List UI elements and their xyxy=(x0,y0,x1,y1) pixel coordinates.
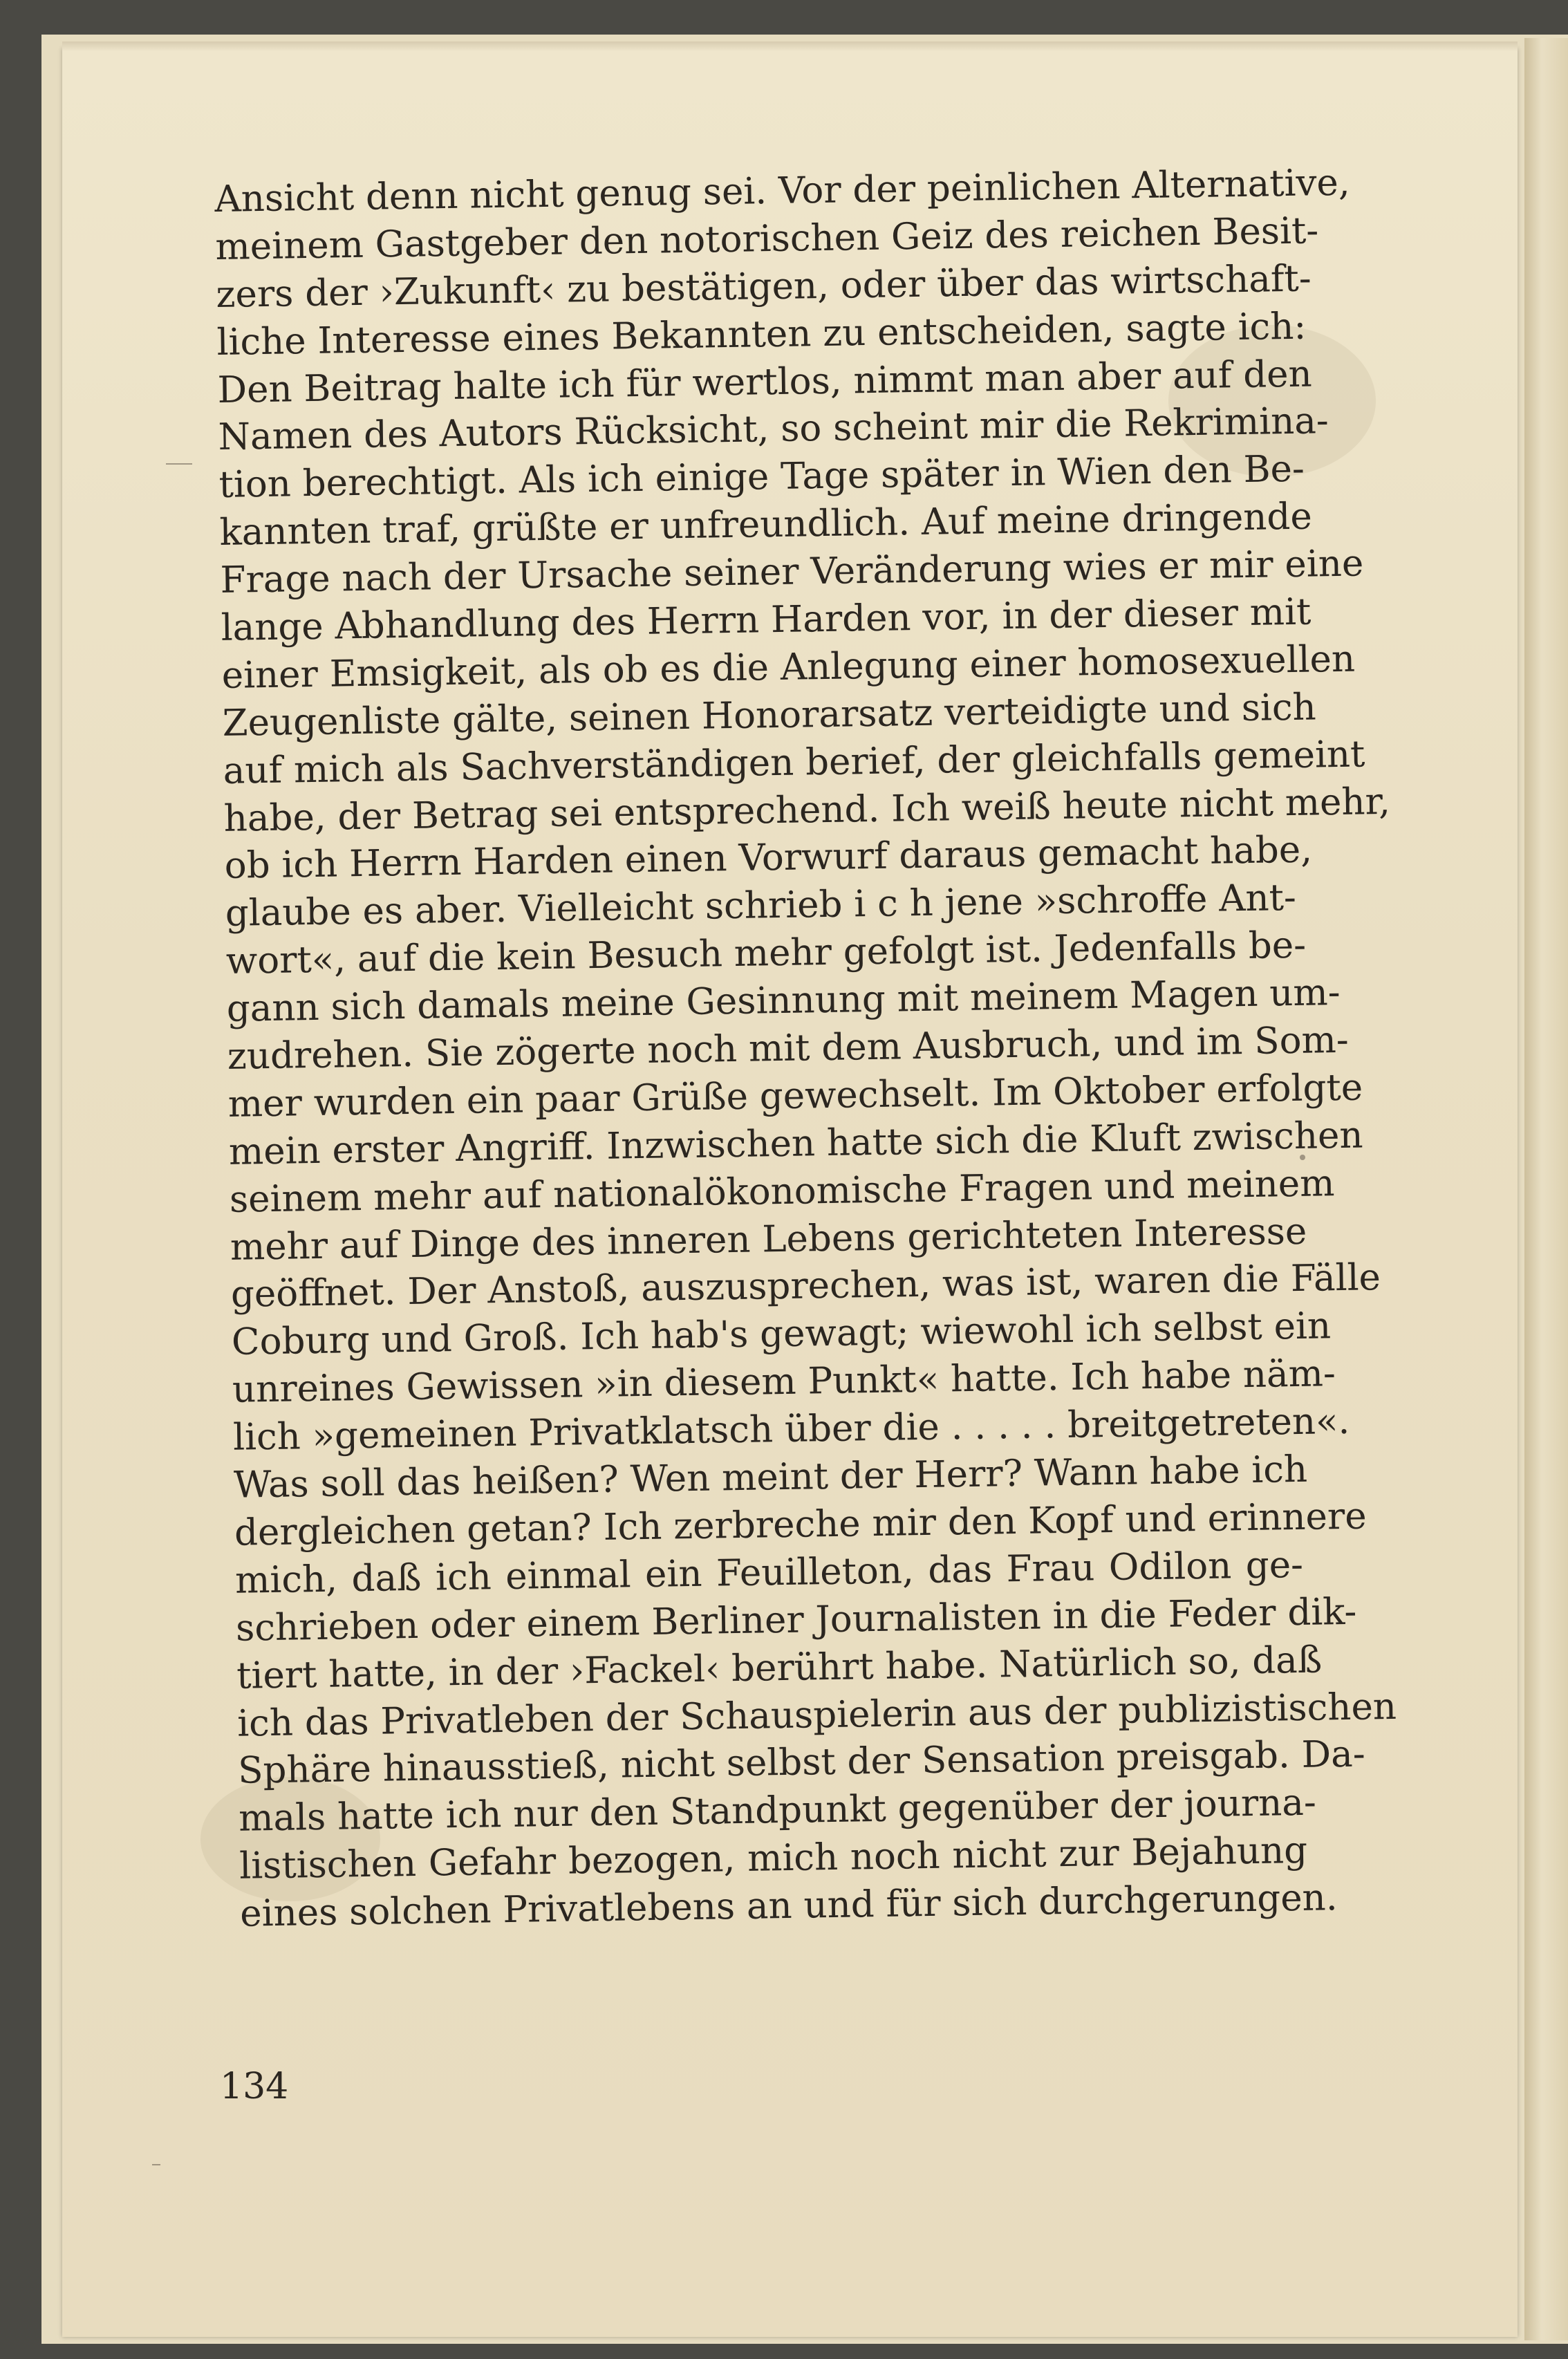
page-top-edge xyxy=(62,41,1518,51)
text-line: glaube es aber. Vielleicht schrieb i c h jene »schroffe Ant- xyxy=(225,877,1297,935)
text-line: meinem Gastgeber den notorischen Geiz des reichen Besit- xyxy=(215,209,1319,268)
text-line: zers der ›Zukunft‹ zu bestätigen, oder über das wirtschaft- xyxy=(216,257,1312,316)
text-line: schrieben oder einem Berliner Journalisten in die Feder dik- xyxy=(235,1590,1357,1650)
text-line: mich, daß ich einmal ein Feuilleton, das Frau Odilon ge- xyxy=(234,1543,1304,1602)
text-line: mehr auf Dinge des inneren Lebens gerichteten Interesse xyxy=(230,1210,1307,1269)
text-line: Sphäre hinausstieß, nicht selbst der Sensation preisgab. Da- xyxy=(237,1733,1366,1793)
text-line: zudrehen. Sie zögerte noch mit dem Ausbruch, und im Som- xyxy=(227,1018,1350,1078)
text-line: habe, der Betrag sei entsprechend. Ich weiß heute nicht mehr, xyxy=(223,780,1391,840)
page-number: 134 xyxy=(220,2066,289,2107)
text-line: Zeugenliste gälte, seinen Honorarsatz verteidigte und sich xyxy=(222,686,1317,745)
text-line: lich »gemeinen Privatklatsch über die . . . . . breitgetreten«. xyxy=(232,1399,1350,1459)
right-page-edge xyxy=(1524,38,1568,2340)
text-line: eines solchen Privatlebens an und für sich durchgerungen. xyxy=(239,1876,1338,1935)
text-line: Ansicht denn nicht genug sei. Vor der peinlichen Alternative, xyxy=(214,161,1351,221)
text-line: Was soll das heißen? Wen meint der Herr? Wann habe ich xyxy=(233,1448,1308,1507)
text-line: unreines Gewissen »in diesem Punkt« hatte. Ich habe näm- xyxy=(232,1352,1336,1412)
margin-mark xyxy=(166,463,192,465)
text-line: auf mich als Sachverständigen berief, der gleichfalls gemeint xyxy=(223,733,1365,792)
text-line: wort«, auf die kein Besuch mehr gefolgt ist. Jedenfalls be- xyxy=(225,924,1307,983)
text-line: listischen Gefahr bezogen, mich noch nicht zur Bejahung xyxy=(239,1829,1308,1887)
margin-mark xyxy=(152,2164,160,2165)
text-line: seinem mehr auf nationalökonomische Fragen und meinem xyxy=(229,1162,1335,1221)
text-line: liche Interesse eines Bekannten zu entscheiden, sagte ich: xyxy=(216,305,1307,364)
text-line: tion berechtigt. Als ich einige Tage später in Wien den Be- xyxy=(218,448,1305,507)
text-line: einer Emsigkeit, als ob es die Anlegung einer homosexuellen xyxy=(221,637,1356,697)
text-line: tiert hatte, in der ›Fackel‹ berührt habe. Natürlich so, daß xyxy=(236,1639,1323,1697)
text-line: mals hatte ich nur den Standpunkt gegenüber der journa- xyxy=(238,1781,1317,1840)
text-line: mer wurden ein paar Grüße gewechselt. Im Oktober erfolgte xyxy=(227,1066,1363,1126)
text-line: ich das Privatleben der Schauspielerin aus der publizistischen xyxy=(236,1685,1397,1745)
text-line: Coburg und Groß. Ich hab's gewagt; wiewohl ich selbst ein xyxy=(231,1305,1332,1364)
body-text xyxy=(214,160,1397,1939)
text-line: gann sich damals meine Gesinnung mit meinem Magen um- xyxy=(226,971,1341,1031)
text-line: ob ich Herrn Harden einen Vorwurf daraus gemacht habe, xyxy=(224,829,1313,888)
text-line: kannten traf, grüßte er unfreundlich. Auf meine dringende xyxy=(219,495,1313,554)
text-line: geöffnet. Der Anstoß, auszusprechen, was ist, waren die Fälle xyxy=(230,1256,1381,1316)
text-line: mein erster Angriff. Inzwischen hatte sich die Kluft zwischen xyxy=(228,1114,1363,1173)
text-line: Namen des Autors Rücksicht, so scheint mir die Rekrimina- xyxy=(218,400,1329,459)
text-line: dergleichen getan? Ich zerbreche mir den Kopf und erinnere xyxy=(234,1495,1368,1554)
text-line: Frage nach der Ursache seiner Veränderung wies er mir eine xyxy=(220,542,1364,602)
text-line: lange Abhandlung des Herrn Harden vor, in der dieser mit xyxy=(221,590,1312,649)
text-line: Den Beitrag halte ich für wertlos, nimmt man aber auf den xyxy=(217,353,1313,411)
